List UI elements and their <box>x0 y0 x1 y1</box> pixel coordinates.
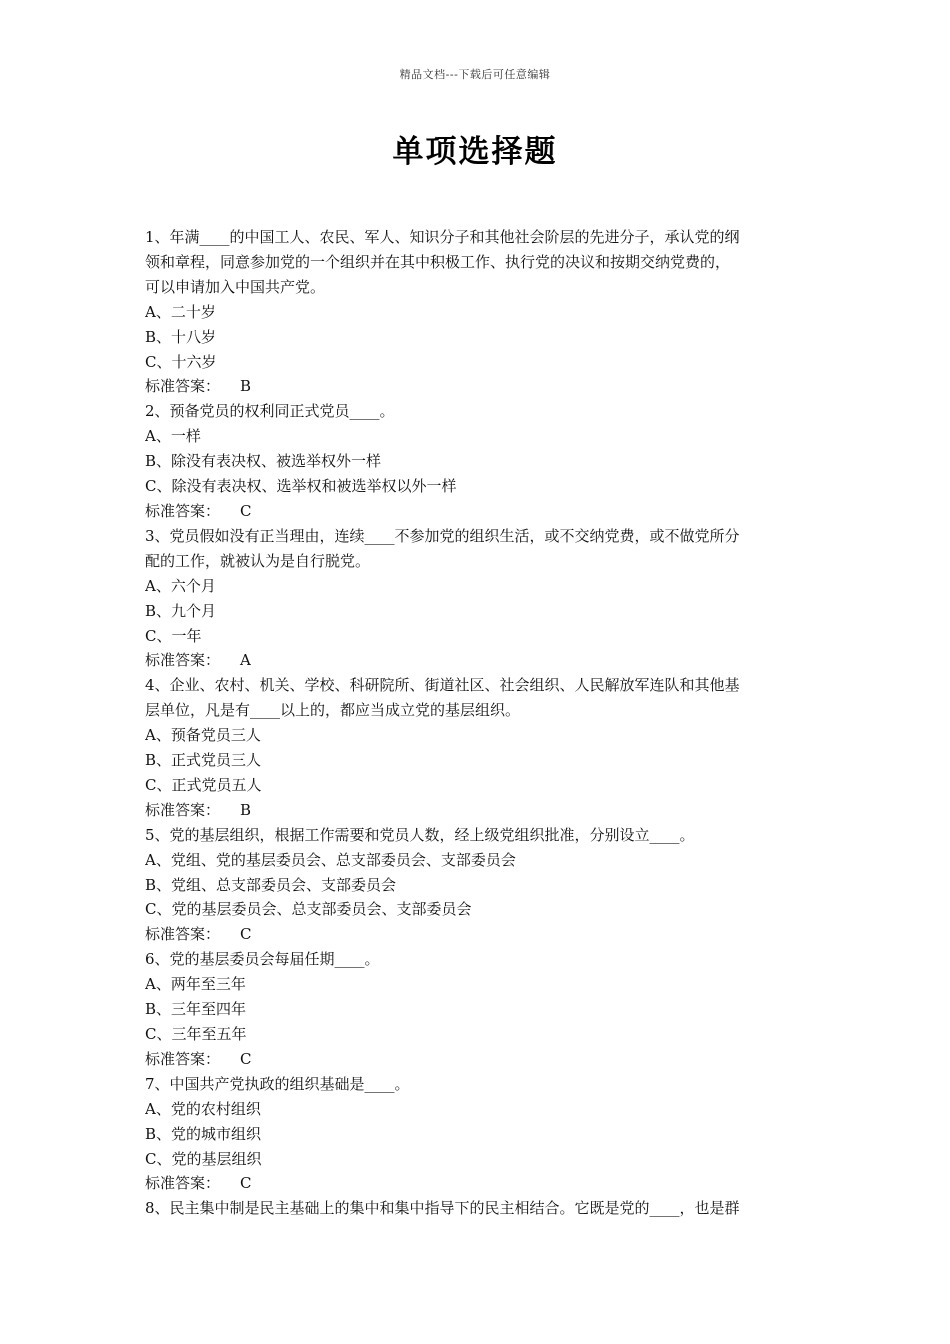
question-stem-line: 5、党的基层组织，根据工作需要和党员人数，经上级党组织批准，分别设立____。 <box>145 825 695 844</box>
answer-option: B、除没有表决权、被选举权外一样 <box>145 452 382 471</box>
question-stem-line: 8、民主集中制是民主基础上的集中和集中指导下的民主相结合。它既是党的____，也是群 <box>145 1199 740 1218</box>
answer-option: A、党组、党的基层委员会、总支部委员会、支部委员会 <box>145 850 516 869</box>
standard-answer-label: 标准答案： <box>145 651 221 670</box>
page-title: 单项选择题 <box>392 134 558 170</box>
question-stem-line: 可以申请加入中国共产党。 <box>145 277 326 296</box>
question-stem-line: 层单位，凡是有____以上的，都应当成立党的基层组织。 <box>145 701 521 720</box>
answer-option: B、正式党员三人 <box>145 751 262 770</box>
answer-option: A、一样 <box>145 427 201 446</box>
standard-answer-label: 标准答案： <box>145 1049 221 1068</box>
standard-answer-value: B <box>240 800 252 819</box>
answer-option: B、九个月 <box>145 601 217 620</box>
answer-option: C、一年 <box>145 626 202 645</box>
standard-answer-value: C <box>240 925 252 944</box>
standard-answer-label: 标准答案： <box>145 1174 221 1193</box>
answer-option: A、预备党员三人 <box>145 726 261 745</box>
answer-option: B、十八岁 <box>145 327 217 346</box>
answer-option: C、除没有表决权、选举权和被选举权以外一样 <box>145 477 457 496</box>
question-block <box>145 225 810 399</box>
question-stem-line: 3、党员假如没有正当理由，连续____不参加党的组织生活，或不交纳党费，或不做党所分 <box>145 526 740 545</box>
question-stem-line: 4、企业、农村、机关、学校、科研院所、街道社区、社会组织、人民解放军连队和其他基 <box>145 676 740 695</box>
question-block <box>145 823 810 948</box>
question-block <box>145 673 810 822</box>
question-stem-line: 7、中国共产党执政的组织基础是____。 <box>145 1074 410 1093</box>
standard-answer <box>145 922 810 947</box>
standard-answer <box>145 499 810 524</box>
standard-answer <box>145 1047 810 1072</box>
standard-answer-label: 标准答案： <box>145 377 221 396</box>
standard-answer-label: 标准答案： <box>145 800 221 819</box>
question-stem-line: 领和章程，同意参加党的一个组织并在其中积极工作、执行党的决议和按期交纳党费的， <box>145 252 731 271</box>
question-list <box>145 225 810 1221</box>
header-note: 精品文档---下载后可任意编辑 <box>399 68 551 81</box>
standard-answer <box>145 648 810 673</box>
question-block <box>145 1072 810 1197</box>
answer-option: A、两年至三年 <box>145 975 246 994</box>
standard-answer <box>145 1171 810 1196</box>
answer-option: B、党组、总支部委员会、支部委员会 <box>145 875 397 894</box>
question-block <box>145 1196 810 1221</box>
question-block <box>145 524 810 673</box>
question-stem-line: 1、年满____的中国工人、农民、军人、知识分子和其他社会阶层的先进分子，承认党的纲 <box>145 228 740 246</box>
standard-answer-value: C <box>240 1049 252 1068</box>
answer-option: C、党的基层组织 <box>145 1149 262 1168</box>
answer-option: C、三年至五年 <box>145 1025 247 1043</box>
standard-answer-label: 标准答案： <box>145 925 221 944</box>
question-block <box>145 947 810 1072</box>
answer-option: C、十六岁 <box>145 352 217 371</box>
standard-answer-value: B <box>240 377 252 396</box>
question-stem-line: 6、党的基层委员会每届任期____。 <box>145 950 380 969</box>
standard-answer-value: C <box>240 1174 252 1193</box>
answer-option: C、正式党员五人 <box>145 775 262 794</box>
answer-option: C、党的基层委员会、总支部委员会、支部委员会 <box>145 900 472 919</box>
answer-option: A、二十岁 <box>145 302 216 321</box>
standard-answer-label: 标准答案： <box>145 501 221 520</box>
answer-option: A、党的农村组织 <box>145 1099 261 1118</box>
question-stem-line: 配的工作，就被认为是自行脱党。 <box>145 551 371 570</box>
standard-answer <box>145 798 810 823</box>
answer-option: B、三年至四年 <box>145 1000 247 1019</box>
answer-option: B、党的城市组织 <box>145 1124 262 1143</box>
standard-answer-value: A <box>240 651 251 670</box>
standard-answer <box>145 374 810 399</box>
question-stem-line: 2、预备党员的权利同正式党员____。 <box>145 402 395 421</box>
question-block <box>145 399 810 524</box>
standard-answer-value: C <box>240 501 252 520</box>
answer-option: A、六个月 <box>145 576 216 595</box>
